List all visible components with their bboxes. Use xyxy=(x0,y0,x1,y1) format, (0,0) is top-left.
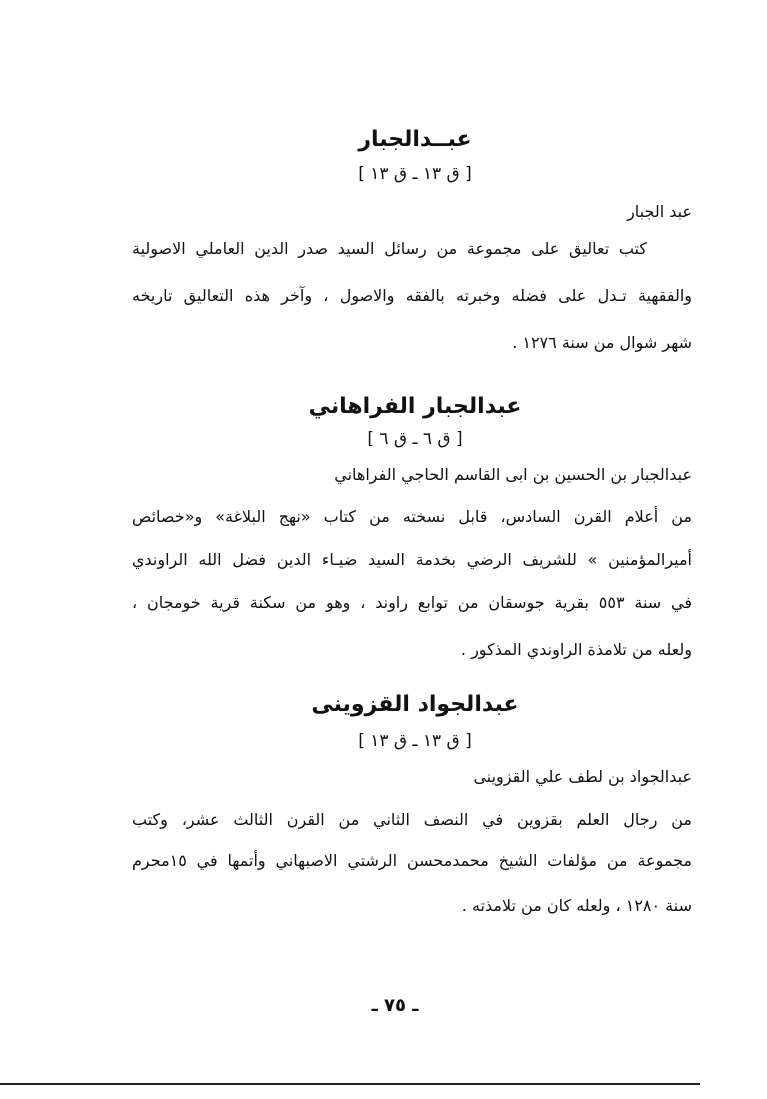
entry-text-line: من رجال العلم بقزوين في النصف الثاني من القرن الثالث عشر، وكتب xyxy=(132,810,692,829)
entry-name: عبدالجواد بن لطف علي القزوينى xyxy=(473,767,692,786)
entry-text-line: في سنة ٥٥٣ بقرية جوسقان من توابع راوند ، وهو من سكنة قرية خومجان ، xyxy=(132,593,693,612)
entry-text-line: ولعله من تلامذة الراوندي المذكور . xyxy=(460,640,692,659)
bottom-divider xyxy=(0,1083,700,1085)
entry-text-line: سنة ١٢٨٠ ، ولعله كان من تلامذته . xyxy=(461,896,692,915)
entry-text-line: من أعلام القرن السادس، قابل نسخته من كتاب «نهج البلاغة» و«خصائص xyxy=(132,507,692,526)
entry-name: عبدالجبار بن الحسين بن ابى القاسم الحاجي الفراهاني xyxy=(334,465,692,484)
entry-century-range: [ ق ٦ ـ ق ٦ ] xyxy=(367,429,463,449)
entry-text-line: شهر شوال من سنة ١٢٧٦ . xyxy=(512,333,692,352)
entry-name: عبد الجبار xyxy=(627,202,692,221)
entry-text-line: والفقهية تـدل على فضله وخبرته بالفقه والاصول ، وآخر هذه التعاليق تاريخه xyxy=(132,286,692,305)
entry-title: عبدالجبار الفراهاني xyxy=(308,394,522,419)
page-number: ـ ٧٥ ـ xyxy=(371,995,419,1016)
entry-century-range: [ ق ١٣ ـ ق ١٣ ] xyxy=(358,164,472,184)
entry-title: عبدالجواد القزوينى xyxy=(311,692,519,717)
entry-text-line: كتب تعاليق على مجموعة من رسائل السيد صدر الدين العاملي الاصولية xyxy=(132,239,647,258)
entry-text-line: مجموعة من مؤلفات الشيخ محمدمحسن الرشتي الاصبهاني وأتمها في ١٥محرم xyxy=(132,851,692,870)
entry-text-line: أميرالمؤمنين » للشريف الرضي بخدمة السيد ضيـاء الدين فضل الله الراوندي xyxy=(132,550,692,569)
entry-century-range: [ ق ١٣ ـ ق ١٣ ] xyxy=(358,731,472,751)
entry-title: عبــدالجبار xyxy=(358,127,472,152)
